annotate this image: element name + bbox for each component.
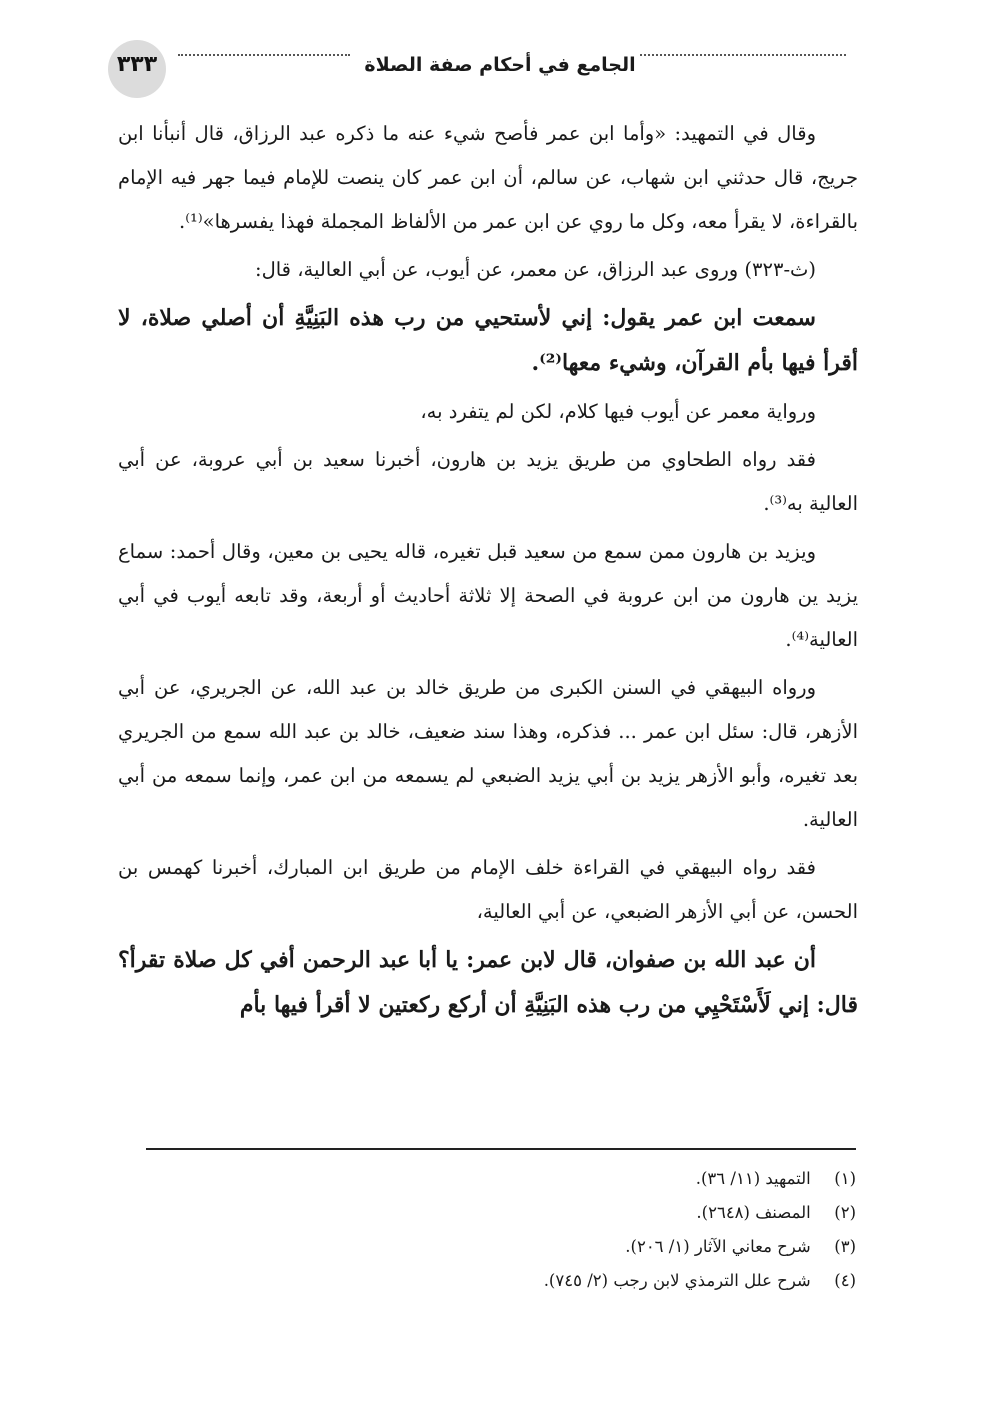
footnotes — [216, 1162, 856, 1298]
footnote-text: شرح علل الترمذي لابن رجب (٢/ ٧٤٥). — [543, 1271, 811, 1290]
page-header — [108, 40, 846, 98]
header-dotted-rule-left — [178, 54, 350, 56]
footnote — [216, 1196, 856, 1230]
paragraph: فقد رواه البيهقي في القراءة خلف الإمام من طريق ابن المبارك، أخبرنا كهمس بن الحسن، عن أبي الأزهر الضبعي، عن أبي العالية، — [118, 856, 858, 923]
footnote-mark: (١) — [834, 1169, 856, 1188]
footnote-divider — [146, 1148, 856, 1150]
paragraph: (ث-٣٢٣) وروى عبد الرزاق، عن معمر، عن أيوب، عن أبي العالية، قال: — [255, 258, 816, 281]
footnote-text: التمهيد (١١/ ٣٦). — [695, 1169, 811, 1188]
quoted-narration: أن عبد الله بن صفوان، قال لابن عمر: يا أبا عبد الرحمن أفي كل صلاة تقرأ؟ قال: إني لَأَسْتَحْيِي من رب هذه البَنِيَّةِ أن أركع ركعتين لا أقرأ فيها بأم — [118, 947, 858, 1018]
footnote-mark: (٤) — [834, 1271, 856, 1290]
paragraph: ورواية معمر عن أيوب فيها كلام، لكن لم يتفرد به، — [420, 400, 816, 423]
paragraph: ورواه البيهقي في السنن الكبرى من طريق خالد بن عبد الله، عن الجريري، عن أبي الأزهر، قال: سئل ابن عمر ... فذكره، وهذا سند ضعيف، خالد بن عبد الله سمع من الجريري بعد تغيره، وأبو الأزهر يزيد بن أبي يزيد الضبعي لم يسمعه من ابن عمر، وإنما سمعه من أبي العالية. — [118, 676, 858, 831]
page-number: ٣٣٣ — [116, 52, 158, 77]
footnote-text: شرح معاني الآثار (١/ ٢٠٦). — [625, 1237, 811, 1256]
header-dotted-rule-right — [640, 54, 846, 56]
footnote — [216, 1230, 856, 1264]
paragraph: فقد رواه الطحاوي من طريق يزيد بن هارون، أخبرنا سعيد بن أبي عروبة، عن أبي العالية به⁽³⁾. — [118, 448, 858, 515]
footnote-text: المصنف (٢٦٤٨). — [696, 1203, 811, 1222]
footnote — [216, 1264, 856, 1298]
paragraph: ويزيد بن هارون ممن سمع من سعيد قبل تغيره، قاله يحيى بن معين، وقال أحمد: سماع يزيد ين هارون من ابن عروبة في الصحة إلا ثلاثة أحاديث أو أربعة، وقد تابعه أيوب في أبي العالية⁽⁴⁾. — [118, 540, 858, 651]
main-text — [118, 112, 858, 1032]
footnote-mark: (٢) — [834, 1203, 856, 1222]
running-title: الجامع في أحكام صفة الصلاة — [364, 54, 636, 76]
footnote-mark: (٣) — [834, 1237, 856, 1256]
quoted-narration: سمعت ابن عمر يقول: إني لأستحيي من رب هذه البَنِيَّةِ أن أصلي صلاة، لا أقرأ فيها بأم القرآن، وشيء معها⁽²⁾. — [118, 305, 858, 376]
footnote — [216, 1162, 856, 1196]
paragraph: وقال في التمهيد: «وأما ابن عمر فأصح شيء عنه ما ذكره عبد الرزاق، قال أنبأنا ابن جريج، قال حدثني ابن شهاب، عن سالم، أن ابن عمر كان ينصت للإمام فيما جهر فيه الإمام بالقراءة، لا يقرأ معه، وكل ما روي عن ابن عمر من الألفاظ المجملة فهذا يفسرها»⁽¹⁾. — [118, 122, 858, 233]
